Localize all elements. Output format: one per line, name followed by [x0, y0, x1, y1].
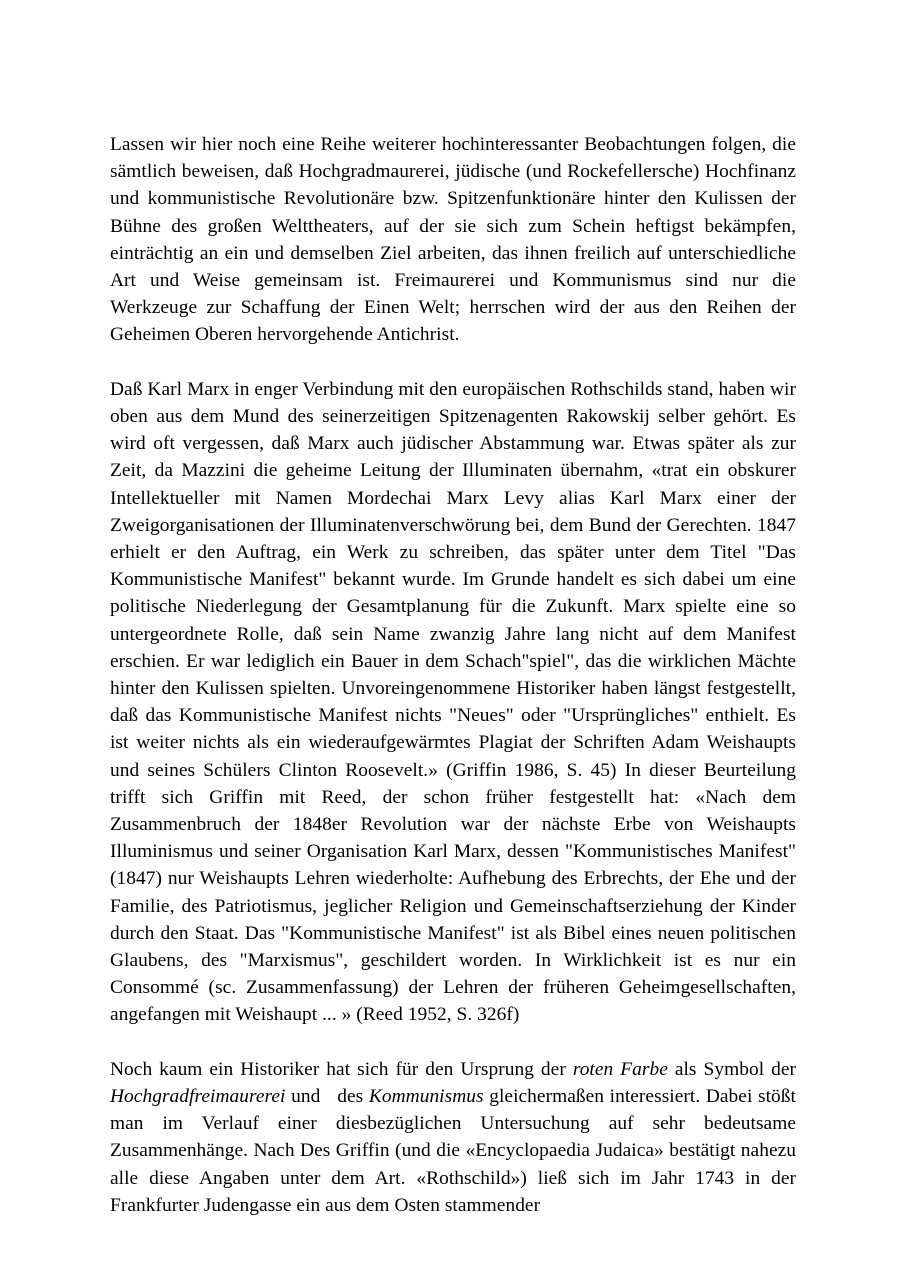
paragraph-3-mid-2: und des — [285, 1086, 369, 1108]
paragraph-1: Lassen wir hier noch eine Reihe weiterer hochinteressanter Beobachtungen folgen, die sämtlich beweisen, daß Hochgradmaurerei, jüdische (und Rockefellersche) Hochfinanz und kommunistische Revolutionäre bzw. Spitzenfunktionäre hinter den Kulissen der Bühne des großen Welttheaters, auf der sie sich zum Schein heftigst bekämpfen, einträchtig an ein und demselben Ziel arbeiten, das ihnen freilich auf unterschiedliche Art und Weise gemeinsam ist. Freimaurerei und Kommunismus sind nur die Werkzeuge zur Schaffung der Einen Welt; herrschen wird der aus den Reihen der Geheimen Oberen hervorgehende Antichrist. — [110, 134, 796, 346]
paragraph-3-mid-1: als Symbol der — [667, 1058, 797, 1080]
emphasis-kommunismus: Kommunismus — [368, 1086, 484, 1108]
paragraph-3-lead-in: Noch kaum ein Historiker hat sich für den Ursprung der — [110, 1058, 573, 1080]
paragraph-2: Daß Karl Marx in enger Verbindung mit den europäischen Rothschilds stand, haben wir oben aus dem Mund des seinerzeitigen Spitzenagenten Rakowskij selber gehört. Es wird oft vergessen, daß Marx auch jüdischer Abstammung war. Etwas später als zur Zeit, da Mazzini die geheime Leitung der Illuminaten übernahm, «trat ein obskurer Intellektueller mit Namen Mordechai Marx Levy alias Karl Marx einer der Zweigorganisationen der Illuminatenverschwörung bei, dem Bund der Gerechten. 1847 erhielt er den Auftrag, ein Werk zu schreiben, das später unter dem Titel "Das Kommunistische Manifest" bekannt wurde. Im Grunde handelt es sich dabei um eine politische Niederlegung der Gesamtplanung für die Zukunft. Marx spielte eine so untergeordnete Rolle, daß sein Name zwanzig Jahre lang nicht auf dem Manifest erschien. Er war lediglich ein Bauer in dem Schach"spiel", das die wirklichen Mächte hinter den Kulissen spielten. Unvoreingenommene Historiker haben längst festgestellt, daß das Kommunistische Manifest nichts "Neues" oder "Ursprüngliches" enthielt. Es ist weiter nichts als ein wiederaufgewärmtes Plagiat der Schriften Adam Weishaupts und seines Schülers Clinton Roosevelt.» (Griffin 1986, S. 45) In dieser Beurteilung trifft sich Griffin mit Reed, der schon früher festgestellt hat: «Nach dem Zusammenbruch der 1848er Revolution war der nächste Erbe von Weishaupts Illuminismus und seiner Organisation Karl Marx, dessen "Kommunistisches Manifest" (1847) nur Weishaupts Lehren wiederholte: Aufhebung des Erbrechts, der Ehe und der Familie, des Patriotismus, jeglicher Religion und Gemeinschaftserziehung der Kinder durch den Staat. Das "Kommunistische Manifest" ist als Bibel eines neuen politischen Glaubens, des "Marxismus", geschildert worden. In Wirklichkeit ist es nur ein Consommé (sc. Zusammenfassung) der Lehren der früheren Geheimgesellschaften, angefangen mit Weishaupt ... » (Reed 1952, S. 326f) — [110, 378, 796, 1026]
text-column — [110, 131, 796, 1219]
emphasis-roten-farbe: roten Farbe — [572, 1058, 668, 1080]
paragraph-3-tail: gleichermaßen interessiert. Dabei stößt man im Verlauf einer diesbezüglichen Untersuchung auf sehr bedeutsame Zusammenhänge. Nach Des Griffin (und die «Encyclopaedia Judaica» bestätigt nahezu alle diese Angaben unter dem Art. «Rothschild») ließ sich im Jahr 1743 in der Frankfurter Judengasse ein aus dem Osten stammender — [110, 1086, 796, 1216]
emphasis-hochgradfreimaurerei: Hochgradfreimaurerei — [110, 1086, 286, 1108]
paragraph-3 — [110, 1056, 796, 1219]
